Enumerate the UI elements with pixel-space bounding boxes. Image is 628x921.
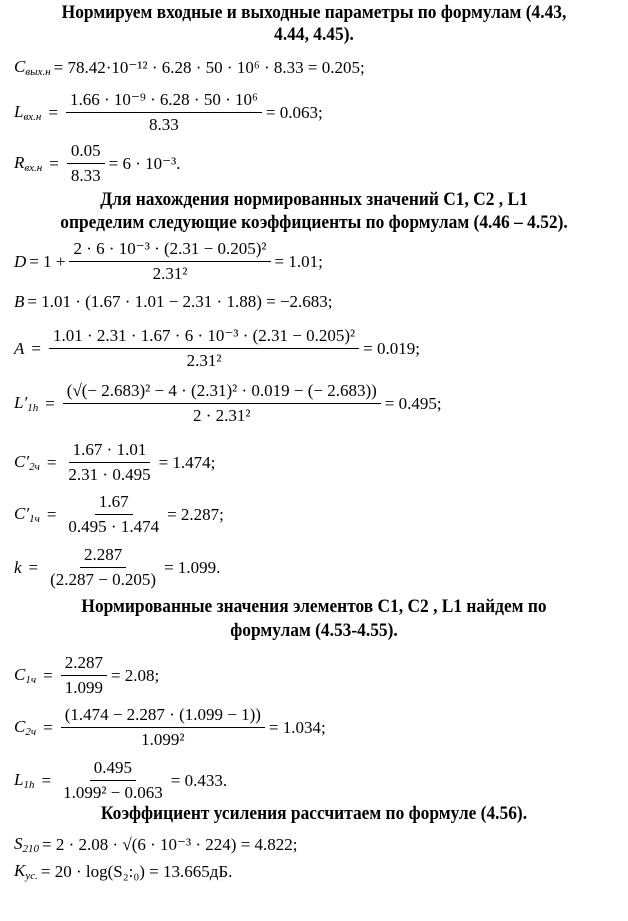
eq-subscript: вх.н	[24, 162, 43, 174]
eq-result: = 0.495;	[384, 393, 442, 413]
denominator: 1.099	[64, 678, 103, 697]
eq-lhs: R	[14, 153, 25, 172]
denominator: 1.099²	[141, 730, 185, 749]
eq-lhs: B	[14, 292, 25, 311]
equation-r-in: $R_{вх.н}$ = $\frac{0.05}{8.33}$ = 6 · 10⁻³.	[14, 141, 181, 185]
eq-subscript: ус.	[25, 870, 38, 882]
denominator: 8.33	[149, 115, 179, 134]
eq-result: = 0.019;	[363, 338, 420, 358]
equation-c2h: $C_{2ч}$ = $\frac{(1.474 - 2.287 \cdot (1.099 - 1))}{\text{1.099²}}$ = 1.034;	[14, 705, 326, 749]
eq-subscript: 1h	[23, 779, 35, 791]
eq-subscript: 1ч	[25, 674, 37, 686]
eq-lhs: k	[14, 557, 22, 577]
eq-lhs: L	[14, 770, 24, 789]
eq-rhs: = 78.42·10⁻¹² · 6.28 · 50 · 10⁶ · 8.33 = 0.205;	[53, 57, 365, 77]
eq-lhs: D	[14, 251, 27, 271]
eq-result: = 1.034;	[268, 717, 326, 737]
denominator: 2.31²	[186, 351, 222, 370]
eq-lhs: L′	[14, 393, 28, 412]
eq-rhs: = 20 · log(S₂:₀) = 13.665дБ.	[40, 861, 233, 881]
numerator: 2.287	[80, 545, 126, 568]
numerator: 2 · 6 · 10⁻³ · (2.31 − 0.205)²	[69, 239, 270, 262]
eq-subscript: вх.н	[23, 111, 42, 123]
equation-a: A = $\frac{\text{1.01 · 2.31 · 1.67 · 6 · 10⁻³ · (2.31 − 0.205)²}}{\text{2.31²}}$ = 0.019;	[14, 326, 420, 370]
eq-lhs: C′	[14, 452, 30, 471]
fraction	[67, 141, 105, 186]
eq-result: = 1.099.	[164, 557, 221, 577]
eq-subscript: 2ч	[25, 726, 37, 738]
eq-subscript: 1ч	[29, 513, 40, 525]
heading-coefficients-cont: определим следующие коэффициенты по формулам (4.46 – 4.52).	[60, 213, 568, 233]
numerator: 1.66 · 10⁻⁹ · 6.28 · 50 · 10⁶	[66, 90, 262, 113]
eq-result: = 6 · 10⁻³.	[108, 153, 181, 173]
eq-lhs: C	[14, 57, 26, 76]
fraction	[63, 381, 381, 426]
denominator: 8.33	[70, 166, 101, 185]
fraction	[69, 239, 270, 284]
numerator: 1.67	[95, 492, 133, 515]
equation-c2h-prime: $C'_{2ч}$ = $\frac{1.67 \cdot 1.01}{2.31 \cdot 0.495}$ = 1.474;	[14, 440, 216, 484]
heading-gain-coefficient: Коэффициент усиления рассчитаем по формуле (4.56).	[100, 804, 528, 824]
eq-lhs: K	[14, 861, 26, 880]
fraction	[64, 492, 163, 537]
numerator: 1.67 · 1.01	[69, 440, 151, 463]
eq-lhs: L	[14, 102, 24, 121]
equation-l1h-prime: $L'_{1h}$ = $\frac{\text{(√(− 2.683)² − 4 · (2.31)² · 0.019 − (− 2.683))}}{\text{2 · 2.31²}}$ = 0.495;	[14, 381, 442, 425]
equation-c1h-prime: $C'_{1ч}$ = $\frac{1.67}{0.495 \cdot 1.474}$ = 2.287;	[14, 492, 224, 536]
equation-k-us	[14, 861, 232, 882]
eq-result: = 0.063;	[265, 102, 323, 122]
heading-coefficients: Для нахождения нормированных значений C1, C2 , L1	[100, 190, 528, 210]
fraction	[61, 705, 265, 750]
equation-s210	[14, 834, 298, 855]
fraction	[64, 440, 154, 485]
eq-subscript: 1h	[27, 402, 39, 414]
denominator: 1.099² − 0.063	[63, 783, 163, 802]
eq-lhs: S	[14, 834, 23, 853]
numerator: (1.474 − 2.287 · (1.099 − 1))	[61, 705, 265, 728]
eq-rhs: = 2 · 2.08 · √(6 · 10⁻³ · 224) = 4.822;	[42, 834, 298, 854]
fraction	[49, 326, 359, 371]
equation-b	[14, 292, 333, 312]
eq-subscript: вых.н	[25, 66, 51, 78]
numerator: (√(− 2.683)² − 4 · (2.31)² · 0.019 − (− 2.683))	[63, 381, 381, 404]
eq-rhs: = 1.01 · (1.67 · 1.01 − 2.31 · 1.88) = −2.683;	[27, 292, 333, 311]
denominator: (2.287 − 0.205)	[50, 570, 157, 589]
equation-l1h: $L_{1h}$ = $\frac{0.495}{\text{1.099² − 0.063}}$ = 0.433.	[14, 758, 228, 802]
equation-l-in: $L_{вх.н}$ = $\frac{\text{1.66 · 10⁻⁹ · 6.28 · 50 · 10⁶}}{8.33}$ = 0.063;	[14, 90, 323, 134]
eq-result: = 1.474;	[158, 452, 216, 472]
eq-subscript: 210	[22, 843, 39, 855]
eq-lhs: C	[14, 717, 26, 736]
denominator: 2.31 · 0.495	[68, 465, 151, 484]
eq-lhs: C′	[14, 504, 30, 523]
equation-k: k = $\frac{2.287}{(2.287 - 0.205)}$ = 1.099.	[14, 545, 221, 589]
eq-result: = 2.287;	[167, 504, 224, 524]
heading-normalized-values: Нормированные значения элементов C1, C2 , L1 найдем по	[81, 597, 547, 617]
eq-lhs: A	[14, 338, 25, 358]
denominator: 2.31²	[152, 264, 188, 283]
equation-d	[14, 239, 323, 284]
numerator: 0.05	[67, 141, 105, 164]
eq-prefix: = 1 +	[29, 251, 66, 271]
denominator: 0.495 · 1.474	[68, 517, 160, 536]
eq-result: = 1.01;	[274, 251, 323, 271]
eq-lhs: C	[14, 665, 26, 684]
equation-c1h: $C_{1ч}$ = $\frac{2.287}{1.099}$ = 2.08;	[14, 653, 160, 697]
eq-result: = 2.08;	[110, 665, 160, 685]
heading-normalize-params: Нормируем входные и выходные параметры по формулам (4.43,	[61, 3, 567, 23]
equation-c-out	[14, 57, 365, 78]
denominator: 2 · 2.31²	[193, 406, 251, 425]
fraction	[46, 545, 160, 590]
numerator: 2.287	[61, 653, 107, 676]
heading-normalize-params-cont: 4.44, 4.45).	[274, 25, 354, 45]
fraction	[61, 653, 107, 698]
eq-result: = 0.433.	[170, 770, 228, 790]
fraction	[59, 758, 167, 803]
eq-subscript: 2ч	[29, 461, 40, 473]
fraction	[66, 90, 262, 135]
numerator: 0.495	[90, 758, 136, 781]
numerator: 1.01 · 2.31 · 1.67 · 6 · 10⁻³ · (2.31 − 0.205)²	[49, 326, 359, 349]
heading-normalized-values-cont: формулам (4.53-4.55).	[230, 621, 398, 641]
